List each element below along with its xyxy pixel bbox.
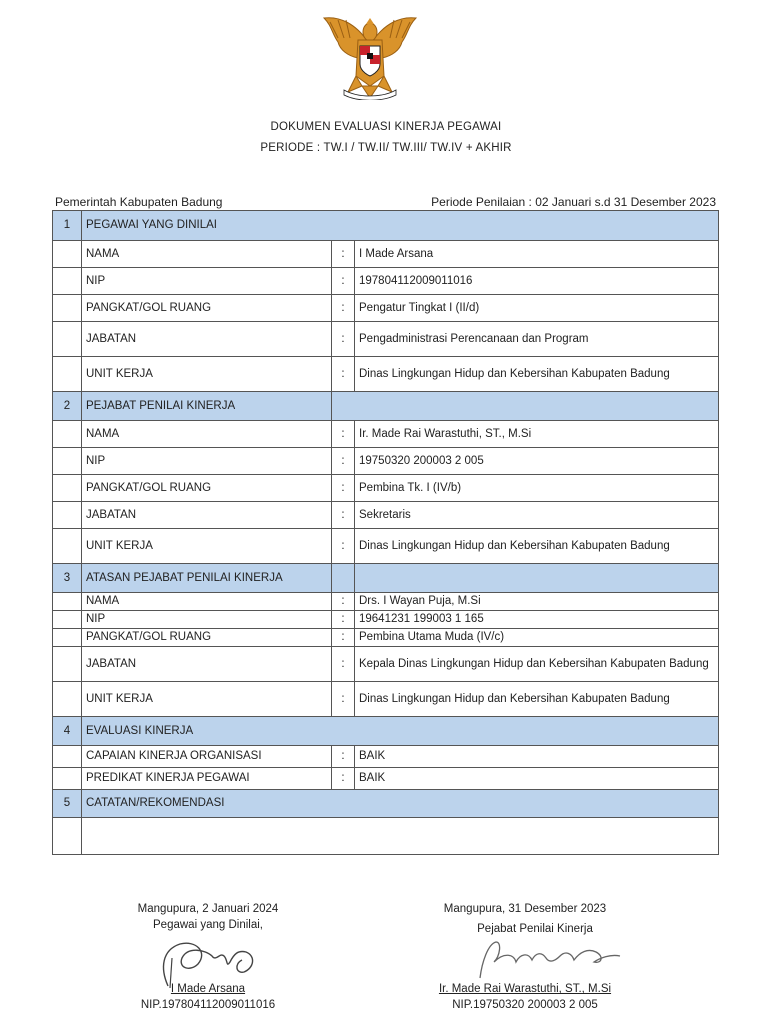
section-header — [53, 392, 719, 421]
signature-nip: NIP.19750320 200003 2 005 — [452, 999, 598, 1011]
assessment-period: Periode Penilaian : 02 Januari s.d 31 Desember 2023 — [431, 195, 716, 209]
field-value: Pengatur Tingkat I (II/d) — [355, 295, 719, 322]
field-value: Pembina Utama Muda (IV/c) — [355, 629, 719, 647]
table-row — [53, 768, 719, 790]
field-label: NAMA — [82, 421, 332, 448]
table-row — [53, 629, 719, 647]
handwritten-signature-assessor — [470, 932, 630, 982]
table-row — [53, 421, 719, 448]
field-label: PANGKAT/GOL RUANG — [82, 295, 332, 322]
field-label: JABATAN — [82, 322, 332, 357]
signature-place-date: Mangupura, 31 Desember 2023 — [443, 903, 607, 915]
field-value: Pengadministrasi Perencanaan dan Program — [355, 322, 719, 357]
table-row — [53, 647, 719, 682]
signature-name: I Made Arsana — [170, 983, 246, 995]
colon: : — [332, 593, 355, 611]
section-title: PEGAWAI YANG DINILAI — [82, 211, 719, 241]
field-label: NIP — [82, 268, 332, 295]
agency-name: Pemerintah Kabupaten Badung — [55, 195, 223, 209]
field-label: NIP — [82, 611, 332, 629]
section-header — [53, 790, 719, 818]
field-value: 19641231 199003 1 165 — [355, 611, 719, 629]
colon: : — [332, 295, 355, 322]
table-row — [53, 357, 719, 392]
table-row — [53, 593, 719, 611]
signature-place-date: Mangupura, 2 Januari 2024 — [137, 903, 279, 915]
colon: : — [332, 241, 355, 268]
table-row — [53, 611, 719, 629]
colon: : — [332, 647, 355, 682]
field-label: NIP — [82, 448, 332, 475]
field-label: PANGKAT/GOL RUANG — [82, 475, 332, 502]
field-label: CAPAIAN KINERJA ORGANISASI — [82, 746, 332, 768]
notes-row — [53, 818, 719, 855]
colon: : — [332, 529, 355, 564]
section-number: 1 — [53, 211, 82, 241]
handwritten-signature-employee — [150, 928, 270, 992]
signature-name: Ir. Made Rai Warastuthi, ST., M.Si — [438, 983, 612, 995]
colon: : — [332, 746, 355, 768]
section-header — [53, 717, 719, 746]
section-header — [53, 564, 719, 593]
table-row — [53, 502, 719, 529]
field-value: Dinas Lingkungan Hidup dan Kebersihan Kabupaten Badung — [355, 529, 719, 564]
colon: : — [332, 448, 355, 475]
signature-role: Pejabat Penilai Kinerja — [477, 923, 593, 935]
section-number: 4 — [53, 717, 82, 746]
section-title: PEJABAT PENILAI KINERJA — [82, 392, 332, 421]
document-title: DOKUMEN EVALUASI KINERJA PEGAWAI — [270, 121, 502, 133]
colon: : — [332, 682, 355, 717]
colon: : — [332, 629, 355, 647]
field-label: UNIT KERJA — [82, 357, 332, 392]
field-value: 19750320 200003 2 005 — [355, 448, 719, 475]
field-value: Drs. I Wayan Puja, M.Si — [355, 593, 719, 611]
table-row — [53, 268, 719, 295]
field-value: Dinas Lingkungan Hidup dan Kebersihan Kabupaten Badung — [355, 682, 719, 717]
colon: : — [332, 768, 355, 790]
field-label: JABATAN — [82, 647, 332, 682]
field-label: UNIT KERJA — [82, 682, 332, 717]
garuda-emblem — [318, 12, 422, 100]
table-row — [53, 322, 719, 357]
colon: : — [332, 475, 355, 502]
table-row — [53, 241, 719, 268]
field-value: Sekretaris — [355, 502, 719, 529]
section-number: 2 — [53, 392, 82, 421]
field-label: NAMA — [82, 241, 332, 268]
section-header — [53, 211, 719, 241]
section-title: CATATAN/REKOMENDASI — [82, 790, 719, 818]
notes-field — [82, 818, 719, 855]
field-value: I Made Arsana — [355, 241, 719, 268]
field-value: 197804112009011016 — [355, 268, 719, 295]
field-value: Kepala Dinas Lingkungan Hidup dan Kebersihan Kabupaten Badung — [355, 647, 719, 682]
signature-nip: NIP.197804112009011016 — [140, 999, 276, 1011]
colon: : — [332, 322, 355, 357]
colon: : — [332, 268, 355, 295]
field-label: NAMA — [82, 593, 332, 611]
field-label: PANGKAT/GOL RUANG — [82, 629, 332, 647]
section-number: 3 — [53, 564, 82, 593]
colon: : — [332, 421, 355, 448]
table-row — [53, 529, 719, 564]
field-label: PREDIKAT KINERJA PEGAWAI — [82, 768, 332, 790]
signature-role: Pegawai yang Dinilai, — [153, 919, 263, 931]
section-title: ATASAN PEJABAT PENILAI KINERJA — [82, 564, 332, 593]
table-row — [53, 448, 719, 475]
section-title: EVALUASI KINERJA — [82, 717, 719, 746]
table-row — [53, 475, 719, 502]
evaluation-form-table — [52, 210, 719, 855]
field-value: BAIK — [355, 768, 719, 790]
section-number: 5 — [53, 790, 82, 818]
field-value: Dinas Lingkungan Hidup dan Kebersihan Kabupaten Badung — [355, 357, 719, 392]
field-value: BAIK — [355, 746, 719, 768]
table-row — [53, 746, 719, 768]
colon: : — [332, 357, 355, 392]
field-value: Ir. Made Rai Warastuthi, ST., M.Si — [355, 421, 719, 448]
field-label: JABATAN — [82, 502, 332, 529]
colon: : — [332, 611, 355, 629]
colon: : — [332, 502, 355, 529]
table-row — [53, 682, 719, 717]
table-row — [53, 295, 719, 322]
document-period: PERIODE : TW.I / TW.II/ TW.III/ TW.IV + AKHIR — [260, 142, 512, 154]
field-value: Pembina Tk. I (IV/b) — [355, 475, 719, 502]
field-label: UNIT KERJA — [82, 529, 332, 564]
